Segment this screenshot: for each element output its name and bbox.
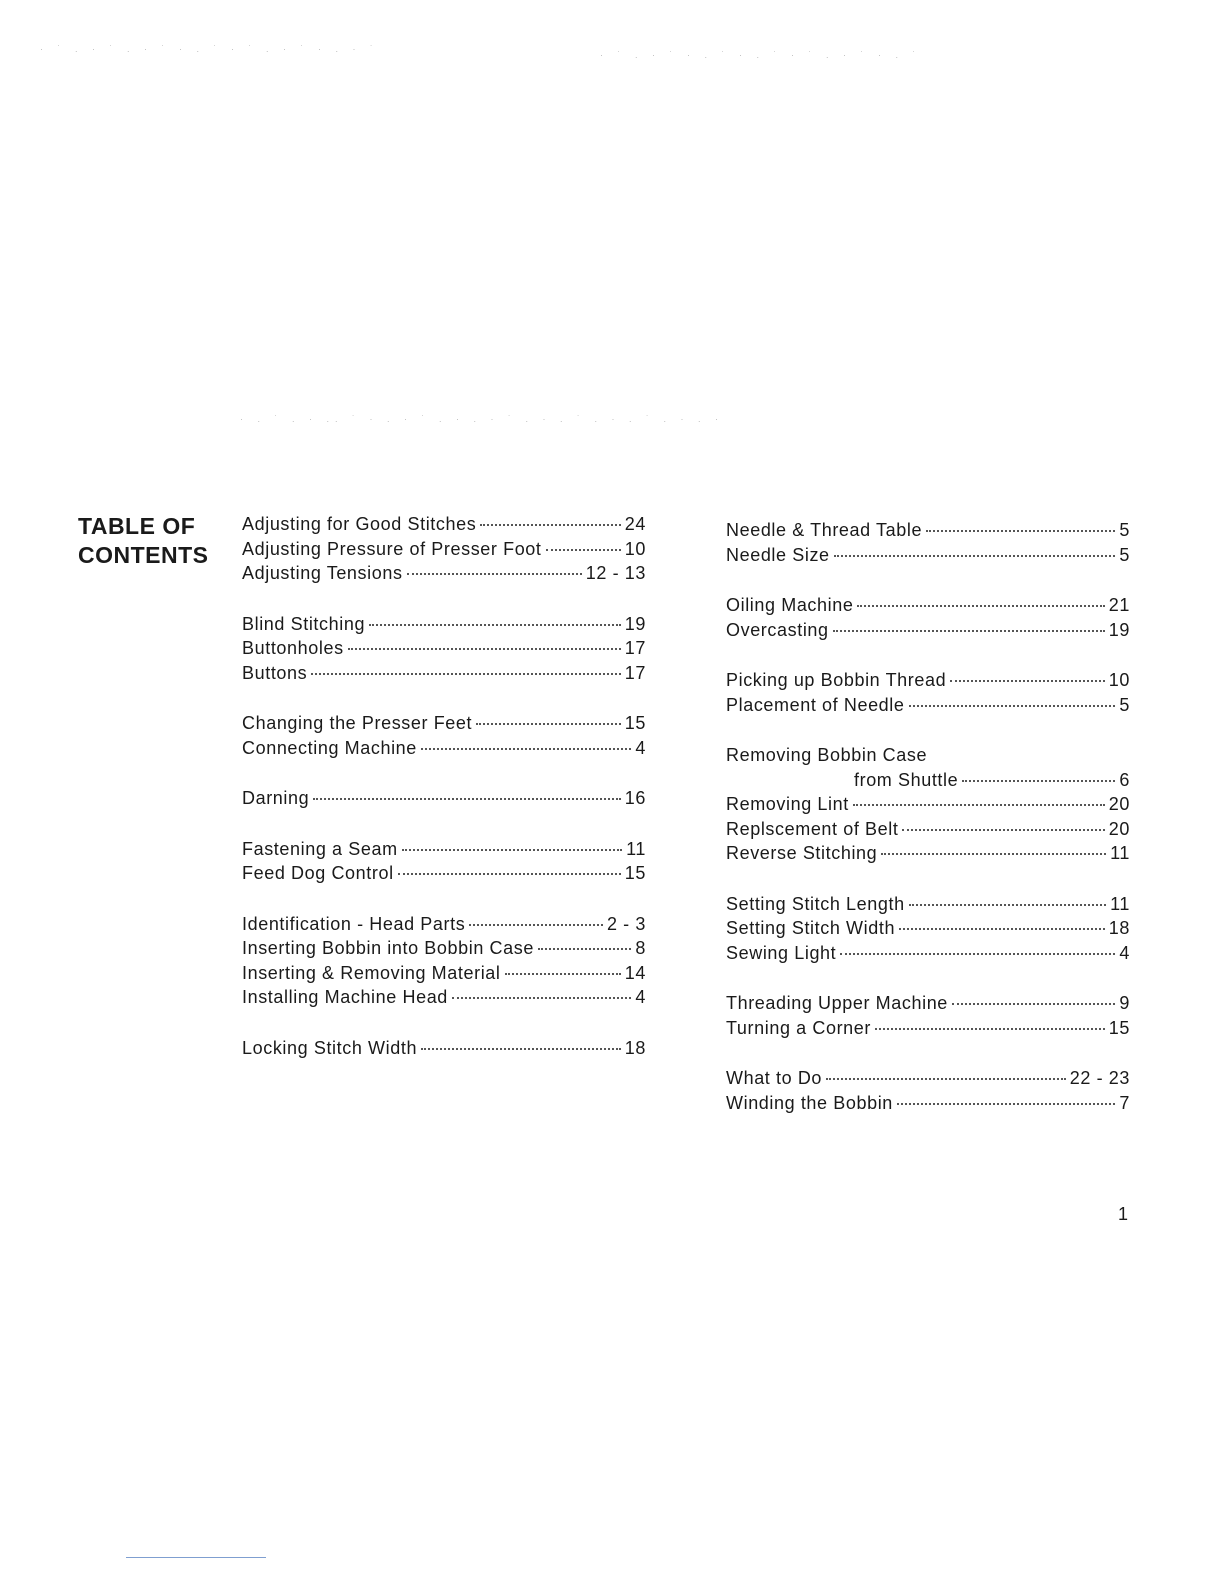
dot-leader — [897, 1103, 1115, 1105]
dot-leader — [398, 873, 621, 875]
toc-entry-page: 4 — [1119, 942, 1130, 963]
toc-entry-label: from Shuttle — [854, 769, 959, 790]
toc-entry-page: 11 — [1110, 893, 1130, 914]
dot-leader — [407, 573, 582, 575]
toc-entry-label: Inserting & Removing Material — [242, 962, 501, 983]
toc-right-column — [726, 520, 1130, 1143]
toc-group — [242, 839, 646, 888]
toc-entry-page: 17 — [624, 662, 646, 683]
toc-entry — [242, 938, 646, 963]
toc-entry — [726, 670, 1130, 695]
toc-entry-page: 6 — [1119, 769, 1130, 790]
toc-entry-label: Buttonholes — [242, 638, 344, 658]
dot-leader — [421, 1048, 621, 1050]
toc-entry-label: Threading Upper Machine — [726, 993, 948, 1013]
dot-leader — [480, 524, 620, 526]
toc-entry — [726, 1093, 1130, 1118]
toc-entry-label: Replscement of Belt — [726, 818, 899, 839]
dot-leader — [962, 780, 1115, 782]
toc-group — [242, 514, 646, 588]
dot-leader — [348, 648, 621, 650]
toc-entry-page: 5 — [1119, 694, 1130, 715]
toc-entry — [242, 539, 646, 564]
toc-entry — [726, 1068, 1130, 1093]
toc-entry-label: What to Do — [726, 1068, 823, 1088]
dot-leader — [926, 530, 1115, 532]
toc-entry-label: Adjusting for Good Stitches — [242, 514, 477, 534]
toc-group — [242, 614, 646, 688]
dot-leader — [857, 605, 1104, 607]
dot-leader — [909, 904, 1106, 906]
dot-leader — [840, 953, 1115, 955]
toc-entry-page: 22 - 23 — [1069, 1068, 1130, 1088]
toc-entry-label: Buttons — [242, 662, 308, 683]
toc-group — [726, 595, 1130, 644]
toc-entry — [242, 963, 646, 988]
toc-entry-page: 2 - 3 — [606, 913, 646, 934]
toc-entry — [726, 794, 1130, 819]
toc-entry-page: 15 — [624, 863, 646, 883]
toc-entry — [242, 987, 646, 1012]
dot-leader — [369, 624, 621, 626]
toc-entry — [726, 520, 1130, 545]
toc-entry — [726, 894, 1130, 919]
toc-group — [242, 1038, 646, 1063]
toc-entry-page: 9 — [1119, 993, 1130, 1013]
toc-entry — [726, 545, 1130, 570]
toc-entry — [242, 713, 646, 738]
toc-entry-label: Setting Stitch Width — [726, 918, 896, 938]
toc-entry-page: 7 — [1119, 1092, 1130, 1113]
toc-entry-page: 8 — [635, 938, 646, 958]
toc-entry — [242, 614, 646, 639]
toc-entry-page: 14 — [624, 962, 646, 983]
toc-entry — [242, 839, 646, 864]
toc-entry-page: 24 — [624, 514, 646, 534]
scan-noise: · . ˙ . · .. ˙ · . · ˙ . · . · ˙ . · . ˙ . · . ˙ . · . · — [240, 414, 724, 424]
toc-entry — [242, 563, 646, 588]
dot-leader — [909, 705, 1116, 707]
toc-entry-label: Adjusting Pressure of Presser Foot — [242, 538, 542, 559]
dot-leader — [402, 849, 622, 851]
toc-entry-label: Winding the Bobbin — [726, 1092, 893, 1113]
toc-entry — [242, 738, 646, 763]
dot-leader — [505, 973, 621, 975]
toc-entry-page: 19 — [624, 613, 646, 634]
toc-entry-label: Needle Size — [726, 544, 830, 565]
toc-group — [242, 788, 646, 813]
toc-entry — [726, 620, 1130, 645]
toc-entry-page: 12 - 13 — [585, 563, 646, 583]
toc-group — [726, 1068, 1130, 1117]
toc-entry-page: 5 — [1119, 544, 1130, 565]
toc-entry-page: 20 — [1108, 794, 1130, 814]
toc-entry-page: 11 — [1110, 843, 1130, 863]
toc-entry-label: Turning a Corner — [726, 1017, 871, 1038]
dot-leader — [826, 1078, 1066, 1080]
toc-left-column — [242, 514, 646, 1088]
toc-entry — [726, 745, 1130, 770]
toc-entry — [242, 863, 646, 888]
toc-entry — [726, 595, 1130, 620]
toc-entry — [726, 918, 1130, 943]
toc-group — [242, 914, 646, 1012]
toc-entry-label: Feed Dog Control — [242, 863, 394, 883]
toc-entry — [242, 914, 646, 939]
dot-leader — [902, 829, 1104, 831]
dot-leader — [311, 673, 621, 675]
dot-leader — [834, 555, 1116, 557]
toc-entry-label: Inserting Bobbin into Bobbin Case — [242, 938, 534, 958]
toc-entry — [242, 663, 646, 688]
toc-entry — [726, 819, 1130, 844]
toc-entry-label: Darning — [242, 788, 310, 808]
scan-noise: · ˙ . · ˙ · . ˙ · . ˙ · ˙ . · ˙ · . ˙ — [600, 50, 922, 60]
toc-entry-label: Overcasting — [726, 619, 829, 640]
toc-entry-label: Fastening a Seam — [242, 838, 398, 859]
toc-entry-page: 4 — [635, 737, 646, 758]
toc-entry-page: 15 — [624, 713, 646, 733]
toc-group — [726, 745, 1130, 868]
dot-leader — [476, 723, 621, 725]
toc-entry-page: 20 — [1108, 818, 1130, 839]
bottom-rule — [126, 1557, 266, 1558]
dot-leader — [950, 680, 1105, 682]
dot-leader — [313, 798, 621, 800]
toc-entry-label: Placement of Needle — [726, 694, 905, 715]
toc-entry-page: 5 — [1119, 520, 1130, 540]
toc-entry-label: Installing Machine Head — [242, 987, 448, 1007]
toc-entry-label: Removing Bobbin Case — [726, 745, 928, 765]
toc-group — [726, 993, 1130, 1042]
toc-entry-label: Locking Stitch Width — [242, 1037, 418, 1058]
dot-leader — [421, 748, 631, 750]
toc-entry-label: Setting Stitch Length — [726, 893, 905, 914]
toc-entry — [726, 1018, 1130, 1043]
toc-entry — [726, 695, 1130, 720]
toc-entry-label: Changing the Presser Feet — [242, 713, 473, 733]
dot-leader — [538, 948, 631, 950]
toc-entry — [726, 843, 1130, 868]
toc-entry-label: Oiling Machine — [726, 595, 854, 615]
toc-entry-label: Reverse Stitching — [726, 843, 878, 863]
toc-entry-label: Identification - Head Parts — [242, 913, 466, 934]
dot-leader — [469, 924, 603, 926]
toc-entry — [726, 993, 1130, 1018]
toc-entry-page: 4 — [635, 987, 646, 1007]
toc-entry-label: Adjusting Tensions — [242, 563, 403, 583]
toc-entry-page: 21 — [1108, 595, 1130, 615]
toc-entry-label: Removing Lint — [726, 794, 849, 814]
toc-entry-label: Needle & Thread Table — [726, 520, 923, 540]
toc-entry — [242, 514, 646, 539]
toc-entry-page: 10 — [624, 538, 646, 559]
dot-leader — [875, 1028, 1105, 1030]
dot-leader — [833, 630, 1105, 632]
toc-entry-page: 18 — [1108, 918, 1130, 938]
toc-heading-line-1: TABLE OF — [78, 513, 196, 539]
dot-leader — [452, 997, 631, 999]
page-number: 1 — [1118, 1204, 1129, 1224]
toc-heading-line-2: CONTENTS — [78, 542, 209, 568]
toc-entry-page: 19 — [1108, 619, 1130, 640]
toc-entry — [726, 943, 1130, 968]
toc-entry-page: 15 — [1108, 1017, 1130, 1038]
toc-entry-label: Blind Stitching — [242, 613, 366, 634]
toc-entry — [242, 1038, 646, 1063]
toc-entry — [242, 638, 646, 663]
toc-group — [726, 670, 1130, 719]
toc-heading — [78, 512, 209, 570]
toc-entry-label: Connecting Machine — [242, 737, 417, 758]
toc-group — [726, 894, 1130, 968]
toc-entry-label: Sewing Light — [726, 942, 837, 963]
dot-leader — [546, 549, 621, 551]
toc-group — [242, 713, 646, 762]
toc-entry-page: 10 — [1108, 670, 1130, 690]
toc-entry-page: 17 — [624, 638, 646, 658]
toc-entry — [242, 788, 646, 813]
dot-leader — [899, 928, 1105, 930]
dot-leader — [853, 804, 1105, 806]
toc-entry-page: 16 — [624, 788, 646, 808]
dot-leader — [952, 1003, 1115, 1005]
dot-leader — [881, 853, 1106, 855]
toc-entry — [726, 770, 1130, 795]
toc-entry-label: Picking up Bobbin Thread — [726, 670, 947, 690]
scan-noise: · ˙ . · ˙ . · ˙ · . ˙ · ˙ . · ˙ · . · ˙ — [40, 44, 379, 54]
toc-group — [726, 520, 1130, 569]
toc-entry-page: 18 — [624, 1037, 646, 1058]
toc-entry-page: 11 — [626, 838, 646, 859]
